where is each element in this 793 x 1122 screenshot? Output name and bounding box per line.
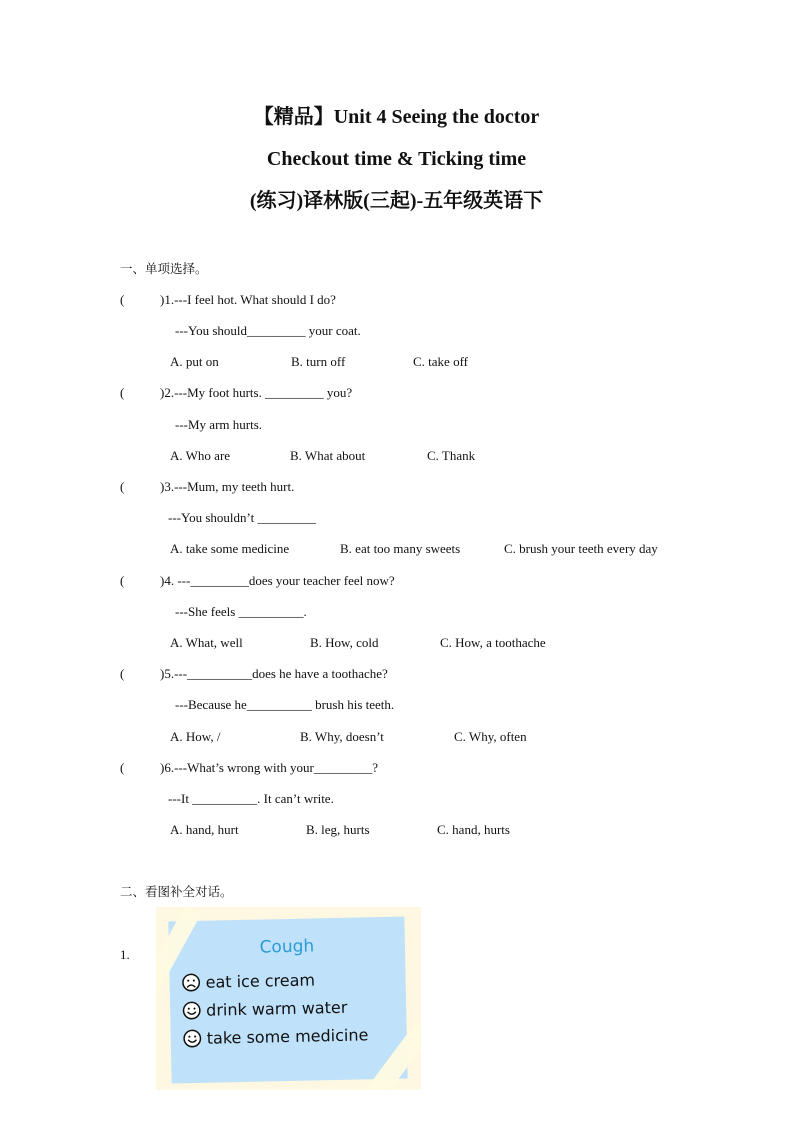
card-entry-text: eat ice cream (205, 970, 316, 992)
question-reply: ---You shouldn’t _________ (168, 510, 316, 525)
option-b: B. What about (290, 448, 366, 463)
option-a: A. take some medicine (170, 541, 290, 556)
answer-bracket: ( (120, 292, 125, 307)
option-b: B. leg, hurts (306, 822, 370, 837)
option-c: C. take off (413, 354, 468, 369)
option-c: C. How, a toothache (440, 635, 546, 650)
question-stem: )2.---My foot hurts. _________ you? (160, 385, 353, 400)
happy-face-icon (182, 1001, 201, 1020)
option-a: A. How, / (170, 729, 221, 744)
option-b: B. How, cold (310, 635, 379, 650)
question-reply: ---It __________. It can’t write. (168, 791, 334, 806)
answer-bracket: ( (120, 573, 125, 588)
card-entry (183, 1025, 369, 1048)
answer-bracket: ( (120, 479, 125, 494)
document-subtitle: Checkout time & Ticking time (266, 148, 527, 170)
option-a: A. What, well (170, 635, 243, 650)
document-edition: (练习)译林版(三起)-五年级英语下 (249, 190, 544, 212)
option-a: A. hand, hurt (170, 822, 239, 837)
answer-bracket: ( (120, 385, 125, 400)
answer-bracket: ( (120, 760, 125, 775)
question-reply: ---She feels __________. (175, 604, 307, 619)
option-b: B. eat too many sweets (340, 541, 461, 556)
card-title: Cough (259, 936, 315, 958)
question-reply: ---My arm hurts. (175, 417, 263, 432)
question-reply: ---You should_________ your coat. (175, 323, 361, 338)
option-c: C. Why, often (454, 729, 527, 744)
option-c: C. brush your teeth every day (504, 541, 658, 556)
question-reply: ---Because he__________ brush his teeth. (175, 697, 395, 712)
note-card (168, 917, 407, 1084)
option-b: B. Why, doesn’t (300, 729, 384, 744)
question-stem: )6.---What’s wrong with your_________? (160, 760, 379, 775)
document-title: 【精品】Unit 4 Seeing the doctor (253, 106, 540, 128)
question-stem: )4. ---_________does your teacher feel now? (160, 573, 395, 588)
happy-face-icon (183, 1029, 202, 1048)
question-stem: )3.---Mum, my teeth hurt. (160, 479, 295, 494)
option-c: C. Thank (427, 448, 476, 463)
card-entry (182, 998, 347, 1020)
cough-advice-picture (156, 907, 421, 1090)
option-a: A. put on (170, 354, 219, 369)
card-entry-text: drink warm water (205, 997, 348, 1020)
section-heading-picture-dialogue: 二、看图补全对话。 (120, 884, 233, 899)
tape-decoration (362, 1022, 421, 1090)
item-number: 1. (120, 947, 130, 962)
question-stem: )5.---__________does he have a toothache? (160, 666, 388, 681)
card-entry-text: take some medicine (206, 1025, 369, 1048)
option-b: B. turn off (291, 354, 346, 369)
option-a: A. Who are (170, 448, 231, 463)
question-stem: )1.---I feel hot. What should I do? (160, 292, 336, 307)
option-c: C. hand, hurts (437, 822, 510, 837)
answer-bracket: ( (120, 666, 125, 681)
section-heading-multiple-choice: 一、单项选择。 (120, 261, 208, 276)
sad-face-icon (181, 973, 200, 992)
card-entry (181, 970, 315, 992)
